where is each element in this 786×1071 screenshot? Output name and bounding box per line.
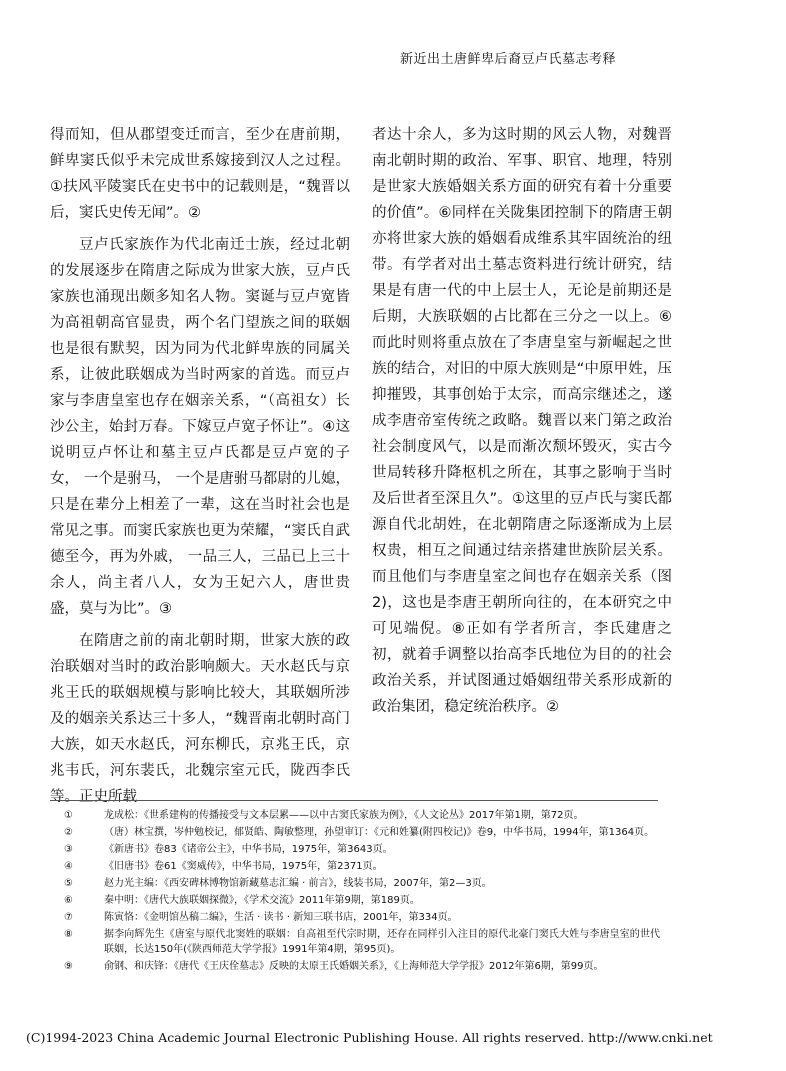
footnote-text: 龙成松：《世系建构的传播接受与文本层累——以中古窦氏家族为例》，《人文论丛》2017年第1期，第72页。	[104, 810, 584, 821]
footnotes	[50, 808, 660, 976]
footnote-text: 俞钢、和庆锋：《唐代《王庆佺墓志》反映的太原王氏婚姻关系》，《上海师范大学学报》2012年第6期，第99页。	[104, 961, 604, 972]
footnote-text: （唐）林宝撰，岑仲勉校记，郁贤皓、陶敏整理，孙望审订：《元和姓纂(附四校记)》卷9，中华书局，1994年，第1364页。	[104, 827, 655, 838]
running-title: 新近出土唐鲜卑后裔豆卢氏墓志考释	[399, 52, 616, 67]
footnote-text: 据李向辉先生《唐室与原代北窦姓的联姻：自高祖至代宗时期，还存在同样引入注目的原代北豪门窦氏大姓与李唐皇室的世代联姻，长达150年(《陕西师范大学学报》1991年第4期，第95页)。	[104, 929, 660, 955]
footnote-number: ⑨	[64, 961, 73, 972]
footnote-divider	[50, 800, 658, 801]
footnote-number: ⑤	[64, 878, 73, 889]
footnote	[50, 808, 660, 823]
footnote-number: ②	[64, 827, 73, 838]
footnote-number: ①	[64, 810, 73, 821]
footnote-number: ③	[64, 844, 73, 855]
footnote	[50, 876, 660, 891]
footnote	[50, 825, 660, 840]
footnote	[50, 893, 660, 908]
footnote	[50, 910, 660, 925]
footnote	[50, 927, 660, 957]
footnote	[50, 842, 660, 857]
footnote-text: 赵力光主编：《西安碑林博物馆新藏墓志汇编 · 前言》，线装书局，2007年，第2—3页。	[104, 878, 492, 889]
footnote-text: 《新唐书》卷83《诸帝公主》，中华书局，1975年，第3643页。	[104, 844, 393, 855]
left-column	[50, 122, 350, 816]
paragraph: 在隋唐之前的南北朝时期，世家大族的政治联姻对当时的政治影响颇大。天水赵氏与京兆王氏的联姻规模与影响比较大，其联姻所涉及的姻亲关系达三十多人，“魏晋南北朝时高门大族，如天水赵氏，河东柳氏，京兆王氏，京兆韦氏，河东裴氏，北魏宗室元氏，陇西李氏等。正史所载	[50, 633, 350, 805]
copyright-footer: (C)1994-2023 China Academic Journal Electronic Publishing House. All rights reserved. http://www.cnki.net	[26, 1030, 713, 1045]
right-column	[372, 122, 672, 726]
paragraph: 得而知，但从郡望变迁而言，至少在唐前期，鲜卑窦氏似乎未完成世系嫁接到汉人之过程。①扶风平陵窦氏在史书中的记载则是，“魏晋以后，窦氏史传无闻”。②	[50, 127, 350, 221]
footnote	[50, 859, 660, 874]
footnote-number: ⑦	[64, 912, 73, 923]
paragraph: 者达十余人，多为这时期的风云人物，对魏晋南北朝时期的政治、军事、职官、地理，特别是世家大族婚姻关系方面的研究有着十分重要的价值”。⑥同样在关陇集团控制下的隋唐王朝亦将世家大族的婚姻看成维系其牢固统治的纽带。有学者对出土墓志资料进行统计研究，结果是有唐一代的中上层士人，无论是前期还是后期，大族联姻的占比都在三分之一以上。⑥而此时则将重点放在了李唐皇室与新崛起之世族的结合，对旧的中原大族则是“中原甲姓，压抑摧毁，其事创始于太宗，而高宗继述之，遂成李唐帝室传统之政略。魏晋以来门第之政治社会制度风气，以是而渐次颓坏毁灭，实古今世局转移升降枢机之所在，其事之影响于当时及后世者至深且久”。①这里的豆卢氏与窦氏都源自代北胡姓，在北朝隋唐之际逐渐成为上层权贵，相互之间通过结亲搭建世族阶层关系。而且他们与李唐皇室之间也存在姻亲关系（图2)，这也是李唐王朝所向往的，在本研究之中可见端倪。⑧正如有学者所言，李氏建唐之初，就着手调整以抬高李氏地位为目的的社会政治关系，并试图通过婚姻纽带关系形成新的政治集团，稳定统治秩序。②	[372, 127, 672, 715]
paragraph: 豆卢氏家族作为代北南迁士族，经过北朝的发展逐步在隋唐之际成为世家大族，豆卢氏家族也涌现出颇多知名人物。窦诞与豆卢宽皆为高祖朝高官显贵，两个名门望族之间的联姻也是很有默契，因为同为代北鲜卑族的同属关系，让彼此联姻成为当时两家的首选。而豆卢家与李唐皇室也存在姻亲关系，“（高祖女）长沙公主，始封万春。下嫁豆卢宽子怀让”。④这说明豆卢怀让和墓主豆卢氏都是豆卢宽的子女， 一个是驸马， 一个是唐驸马都尉的儿媳，只是在辈分上相差了一辈，这在当时社会也是常见之事。而窦氏家族也更为荣耀，“窦氏自武德至今，再为外戚， 一品三人，三品已上三十余人，尚主者八人，女为王妃六人，唐世贵盛，莫与为比”。③	[50, 237, 350, 617]
footnote	[50, 959, 660, 974]
footnote-number: ⑥	[64, 895, 73, 906]
footnote-text: 《旧唐书》卷61《窦威传》，中华书局，1975年，第2371页。	[104, 861, 383, 872]
footnote-number: ④	[64, 861, 73, 872]
footnote-text: 秦中明：《唐代大族联姻探微》，《学术交流》2011年第9期，第189页。	[104, 895, 420, 906]
footnote-number: ⑧	[64, 929, 73, 940]
footnote-text: 陈寅恪：《金明馆丛稿二编》，生活 · 读书 · 新知三联书店，2001年，第334页。	[104, 912, 458, 923]
